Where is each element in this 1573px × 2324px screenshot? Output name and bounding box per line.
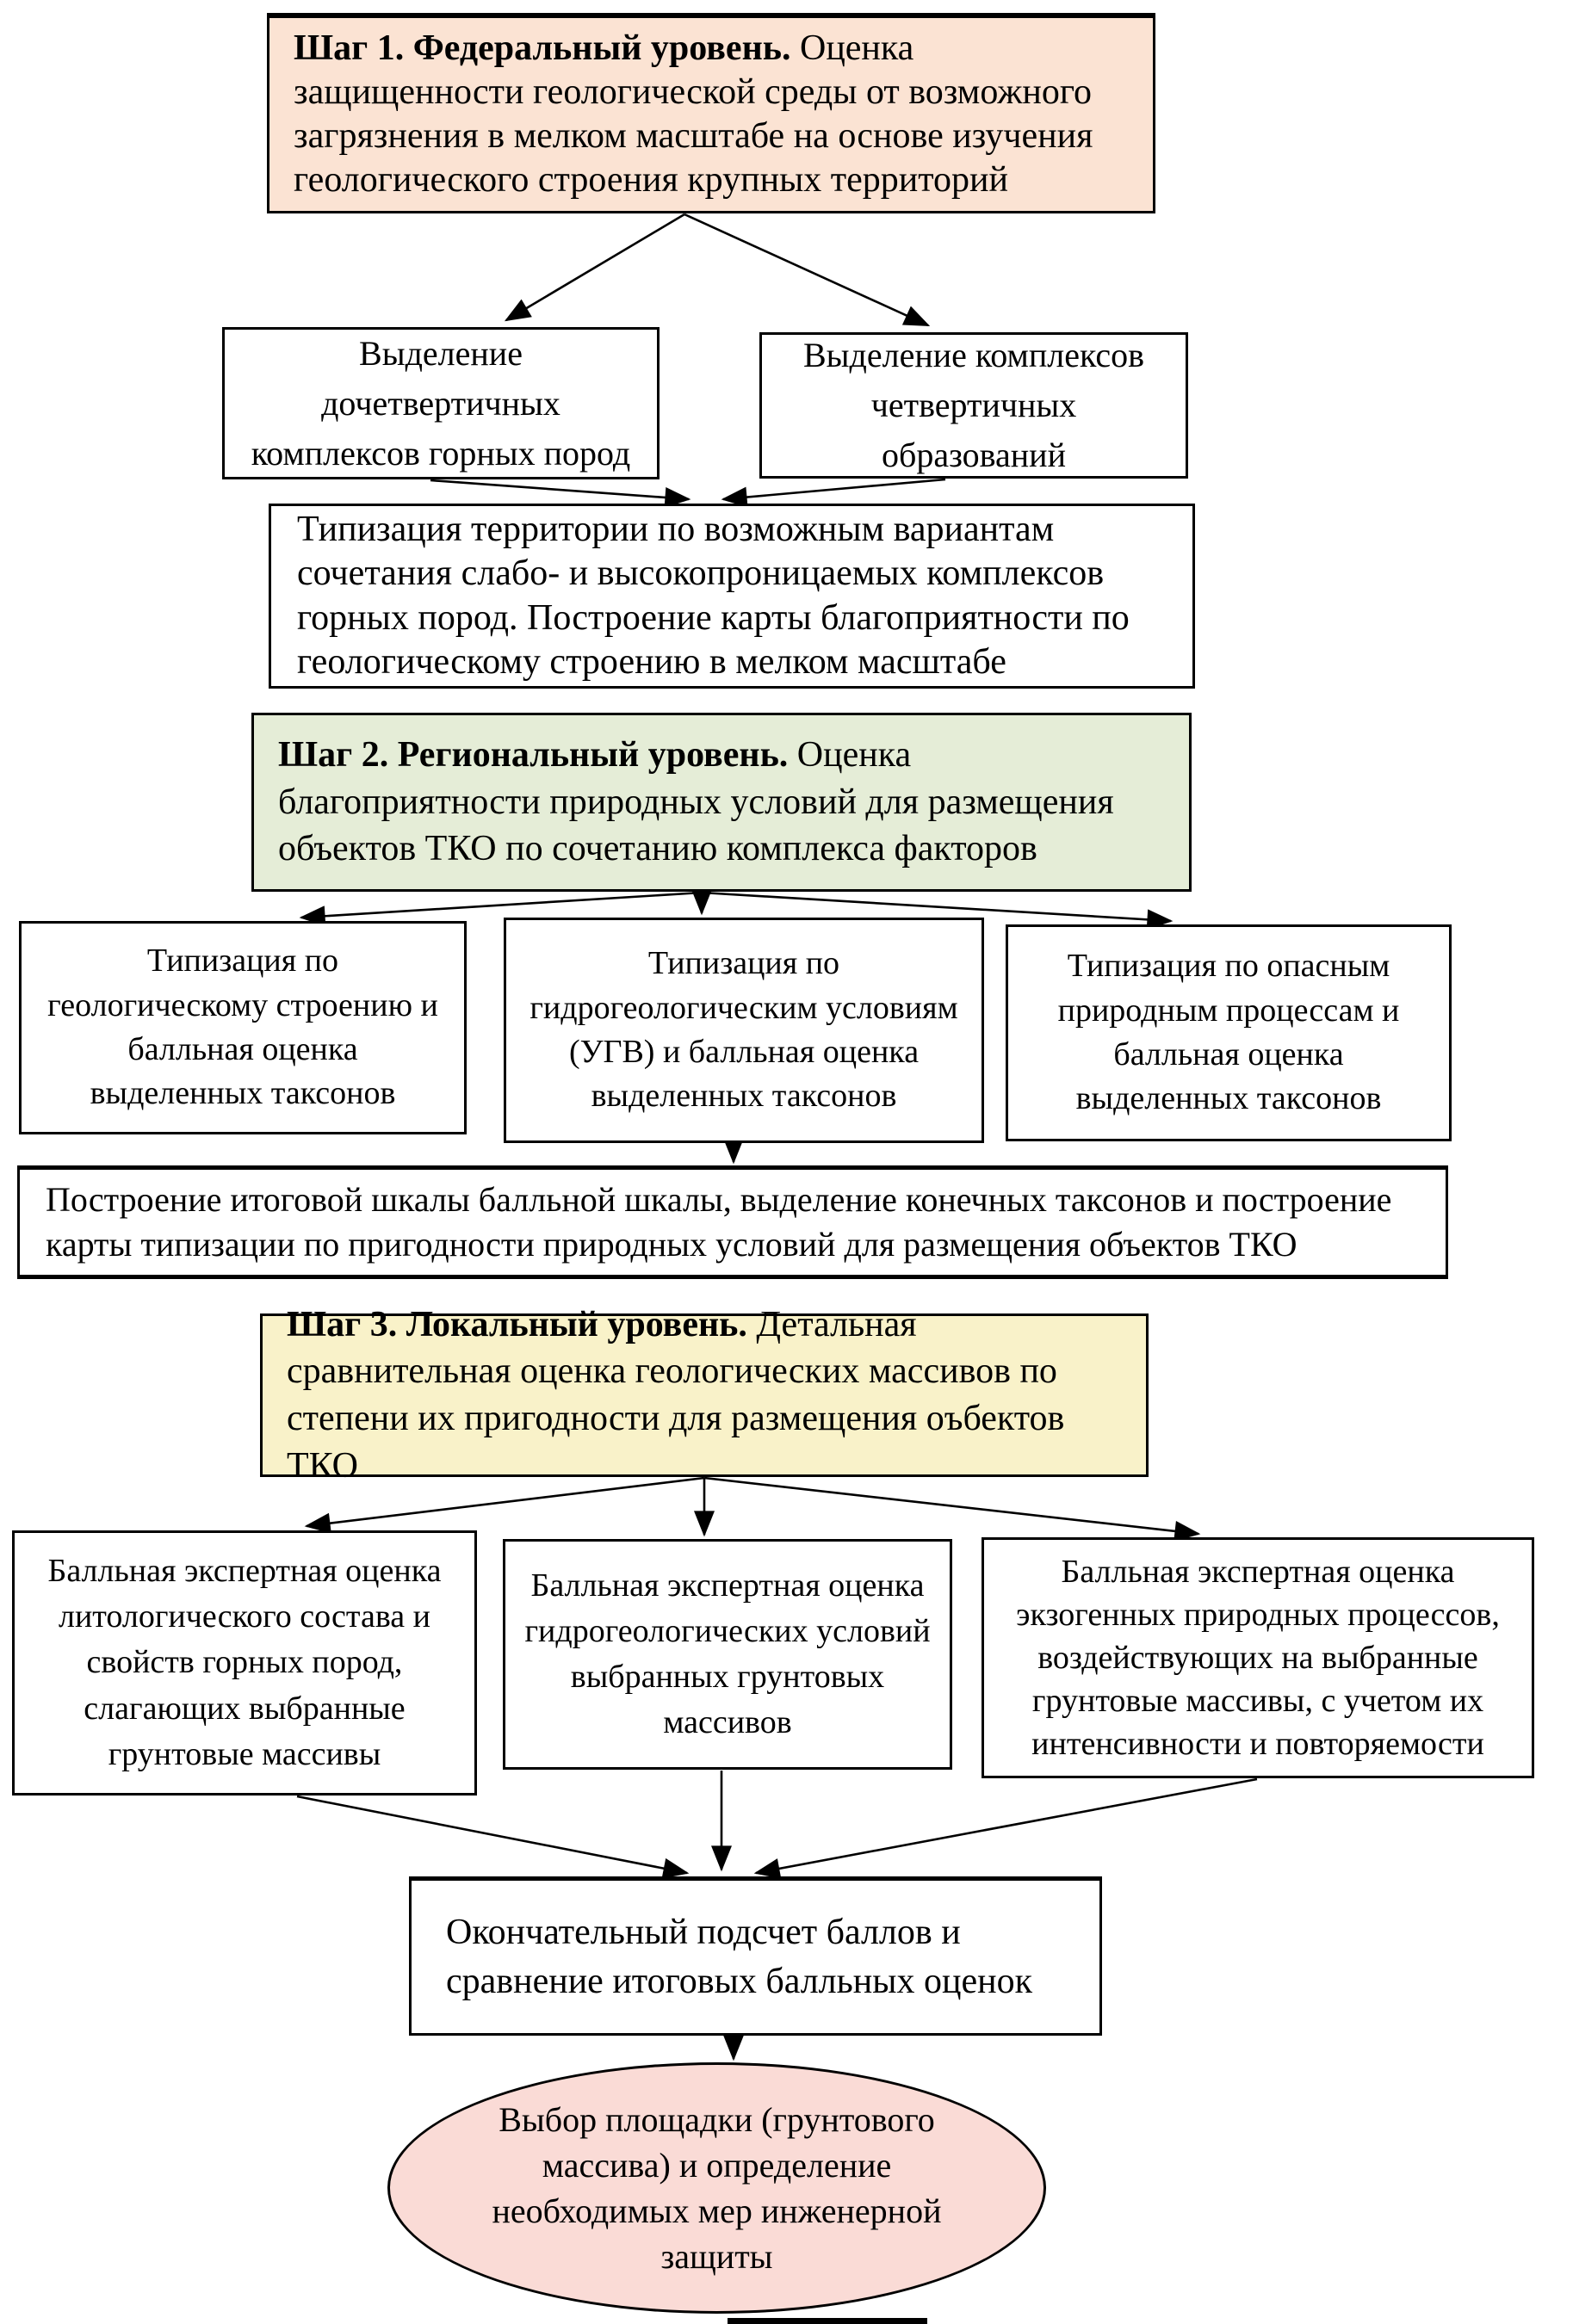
step2-regional-level-box: [251, 713, 1192, 892]
arrow-prequaternary-to-typification: [430, 480, 689, 499]
arrow-step1-to-prequaternary: [506, 214, 684, 320]
score-hydrogeology-box: [503, 1539, 952, 1770]
typification-geology-box: [19, 921, 467, 1134]
typification-hazards-text: Типизация по опасным природным процессам и балльная оценка выделенных таксонов: [1057, 948, 1400, 1117]
arrow-quaternary-to-typification: [723, 479, 945, 499]
score-exogenous-box: [982, 1537, 1534, 1778]
pre-quaternary-text: Выделение дочетвертичных комплексов горных пород: [251, 333, 631, 473]
final-count-box: [409, 1876, 1102, 2036]
step2-description: Оценка благоприятности природных условий для размещения объектов ТКО по сочетанию комплекса факторов: [278, 735, 1114, 869]
step3-local-level-box: [260, 1304, 1149, 1486]
typification-geology-text: Типизация по геологическому строению и балльная оценка выделенных таксонов: [47, 943, 438, 1112]
step1-title: Шаг 1. Федеральный уровень.: [294, 28, 791, 68]
typification-hydrogeology-text: Типизация по гидрогеологическим условиям (УГВ) и балльная оценка выделенных таксонов: [529, 945, 958, 1115]
territory-typification-text: Типизация территории по возможным вариантам сочетания слабо- и высокопроницаемых комплексов горных пород. Построение карты благоприятности по геологическому строению в мелком масштабе: [297, 510, 1130, 682]
arrow-score-exogenous-to-count: [756, 1779, 1257, 1873]
score-lithology-box: [12, 1530, 477, 1796]
territory-typification-box: [269, 504, 1195, 689]
step1-description: Оценка защищенности геологической среды от возможного загрязнения в мелком масштабе на основе изучения геологического строения крупных территорий: [294, 28, 1093, 201]
score-exogenous-text: Балльная экспертная оценка экзогенных природных процессов, воздействующих на выбранные грунтовые массивы, с учетом их интенсивности и повторяемости: [1016, 1553, 1500, 1763]
step3-title: Шаг 3. Локальный уровень.: [287, 1304, 747, 1344]
step2-title: Шаг 2. Региональный уровень.: [278, 735, 789, 776]
arrow-score-lithology-to-count: [297, 1796, 687, 1873]
arrow-step1-to-quaternary: [684, 214, 928, 325]
quaternary-text: Выделение комплексов четвертичных образований: [802, 336, 1145, 474]
step3-description: Детальная сравнительная оценка геологических массивов по степени их пригодности для размещения оъбектов ТКО: [287, 1304, 1065, 1486]
typification-hazards-box: [1006, 924, 1452, 1141]
final-scale-text: Построение итоговой шкалы балльной шкалы, выделение конечных таксонов и построение карты типизации по пригодности природных условий для размещения объектов ТКО: [46, 1180, 1392, 1264]
site-selection-text: Выбор площадки (грунтового массива) и определение необходимых мер инженерной защиты: [492, 2099, 942, 2277]
step2-text: [278, 732, 1165, 873]
typification-hydrogeology-box: [504, 918, 984, 1143]
step3-text: [287, 1301, 1122, 1489]
pre-quaternary-box: [222, 327, 660, 479]
quaternary-box: [759, 332, 1188, 479]
page-edge-artifact: [728, 2318, 927, 2324]
site-selection-ellipse: [387, 2062, 1046, 2314]
score-lithology-text: Балльная экспертная оценка литологического состава и свойств горных пород, слагающих выбранные грунтовые массивы: [47, 1553, 442, 1772]
score-hydrogeology-text: Балльная экспертная оценка гидрогеологических условий выбранных грунтовых массивов: [524, 1567, 931, 1741]
final-count-text: Окончательный подсчет баллов и сравнение итоговых балльных оценок: [446, 1912, 1032, 2001]
step1-federal-level-box: [267, 13, 1155, 213]
arrow-step2-to-typ-geology: [301, 893, 702, 918]
final-scale-box: [17, 1165, 1448, 1279]
step1-text: [294, 27, 1129, 203]
